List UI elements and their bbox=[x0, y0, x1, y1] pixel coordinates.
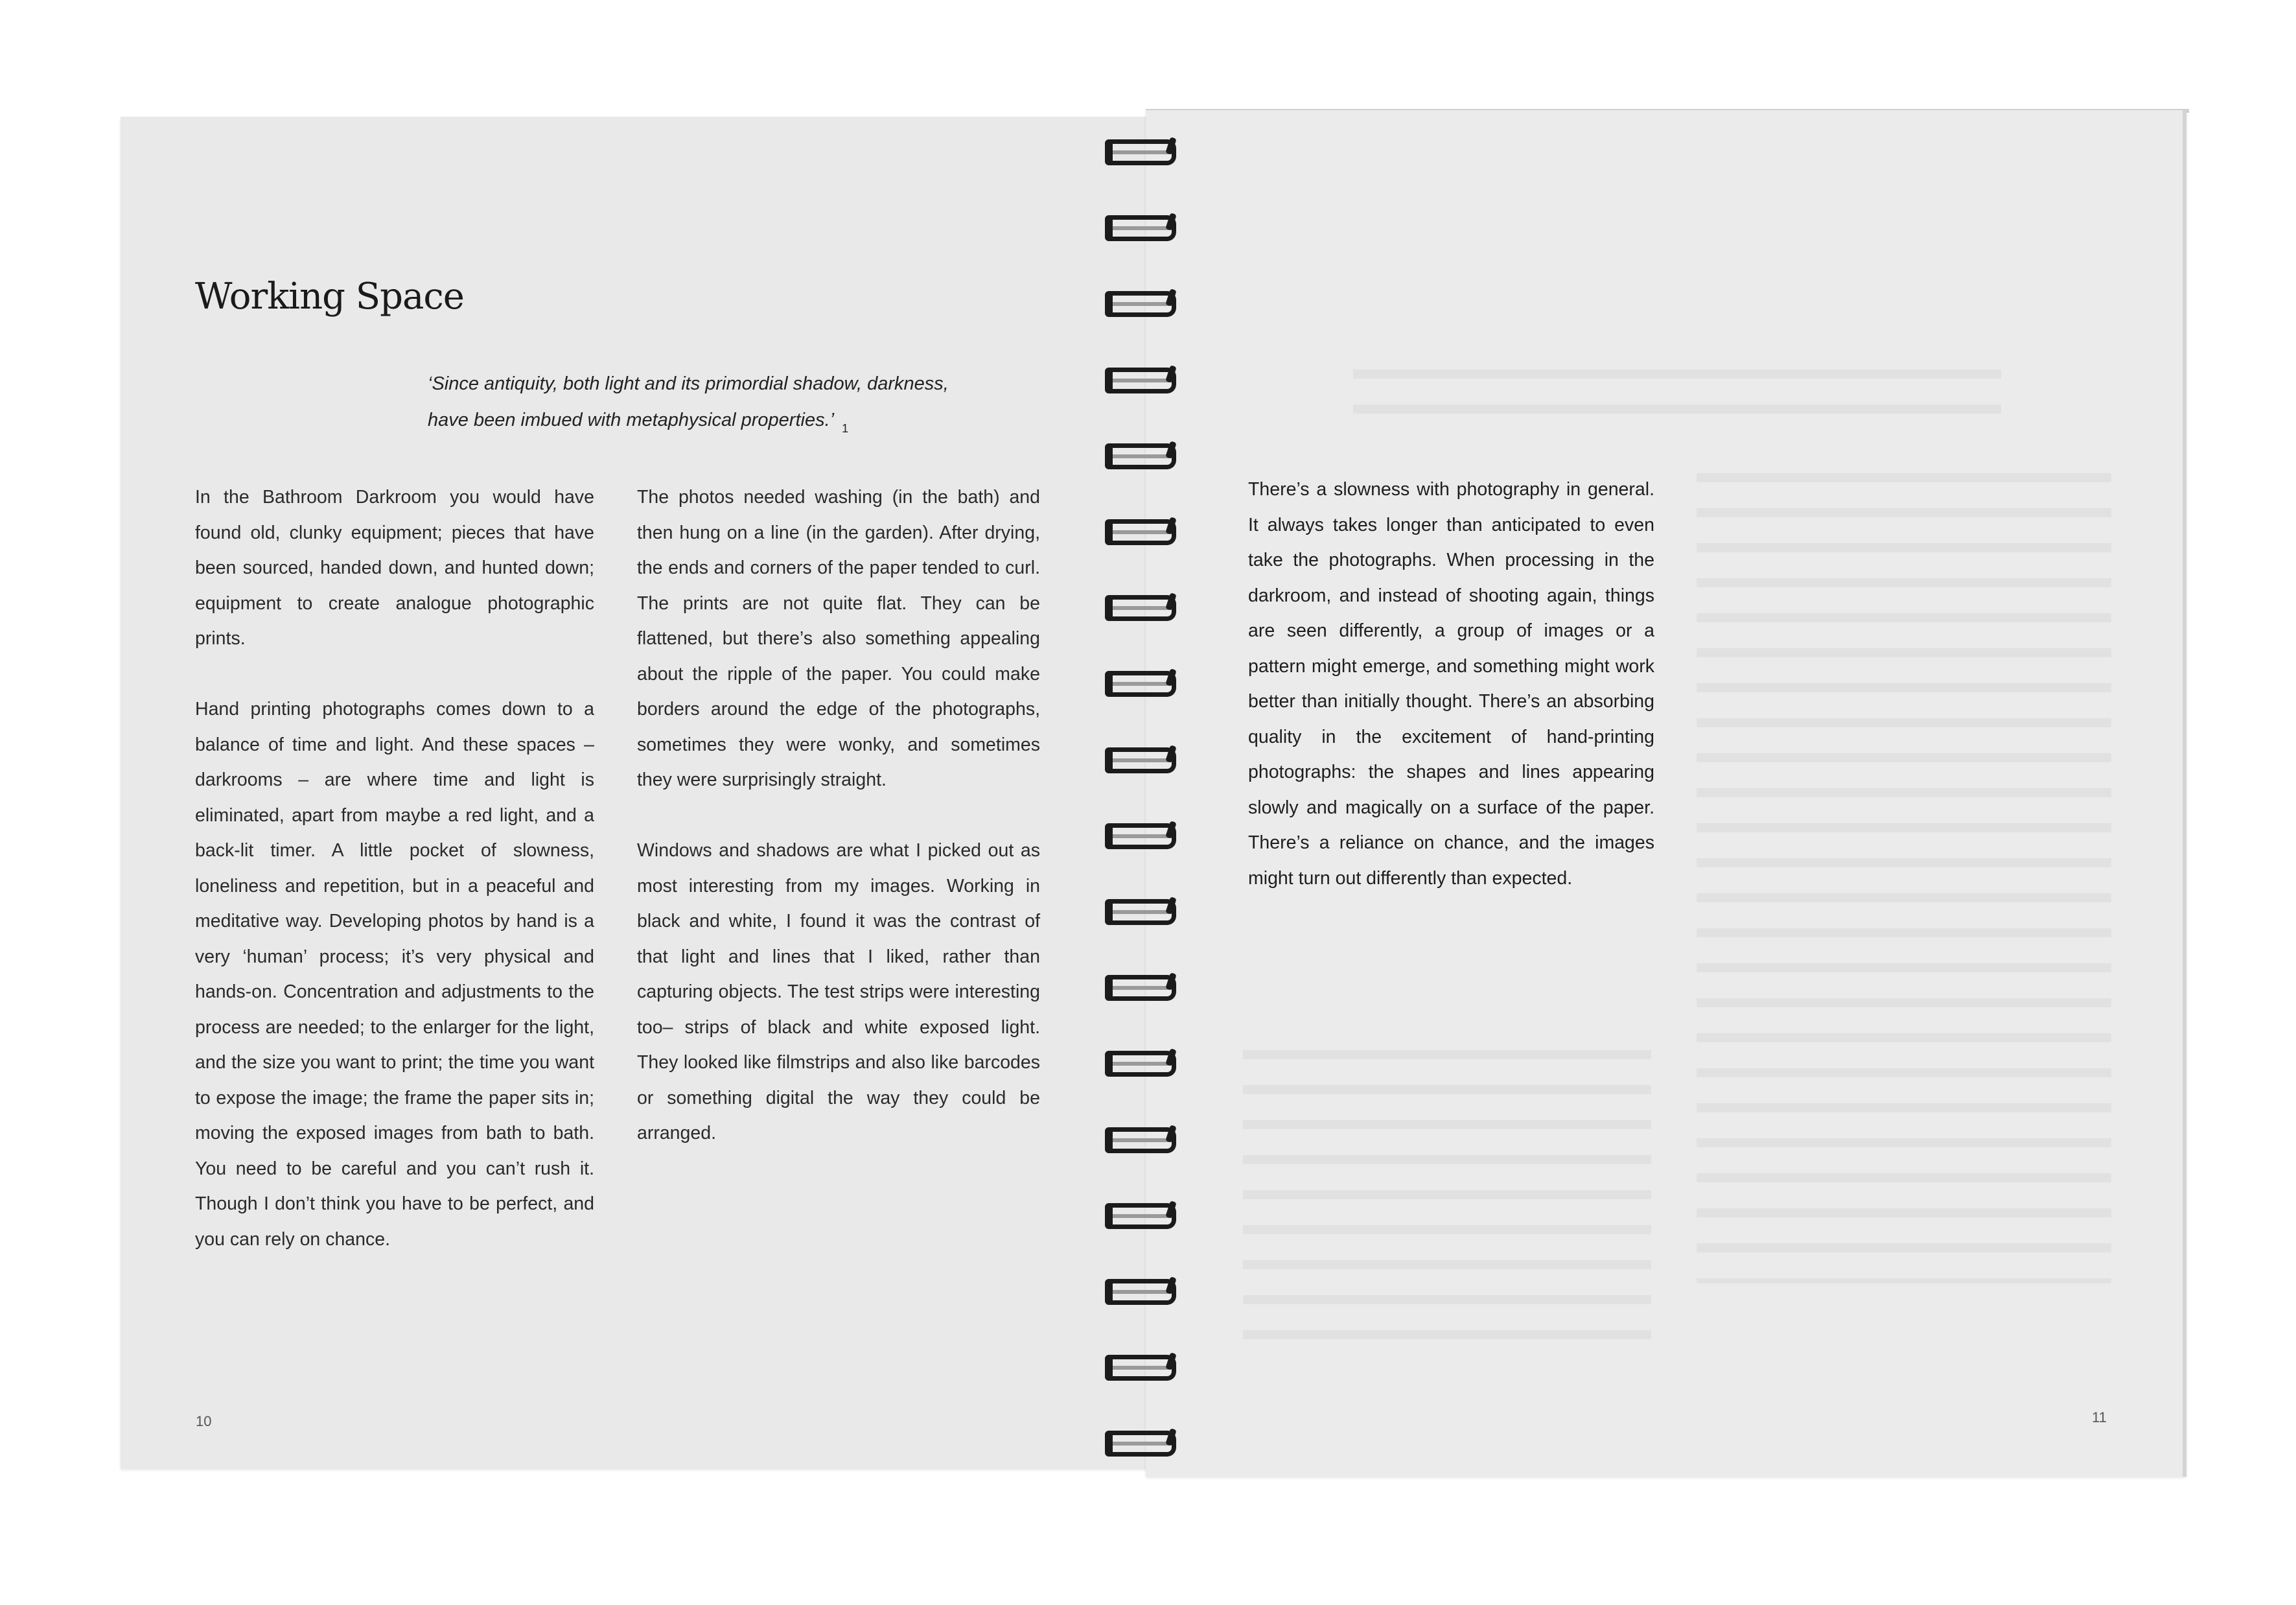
spiral-ring bbox=[1105, 671, 1176, 697]
left-page bbox=[121, 117, 1154, 1469]
spiral-ring bbox=[1105, 139, 1176, 165]
spiral-ring bbox=[1105, 1431, 1176, 1457]
page-number-left: 10 bbox=[196, 1413, 212, 1429]
paragraph: Hand printing photographs comes down to a balance of time and light. And these spaces – darkrooms – are where time and light is eliminated, apart from maybe a red light, and a back-lit timer. A little pocket of slowness, loneliness and repetition, but in a peaceful and meditative way. Developing photos by hand is a very ‘human’ process; it’s very physical and hands-on. Concentration and adjustments to the process are needed; to the enlarger for the light, and the size you want to print; the time you want to expose the image; the frame the paper sits in; moving the exposed images from bath to bath. You need to be careful and you can’t rush it. Though I don’t think you have to be perfect, and you can rely on chance. bbox=[195, 699, 594, 1250]
spiral-ring bbox=[1105, 1355, 1176, 1381]
spiral-ring bbox=[1105, 975, 1176, 1001]
paragraph: In the Bathroom Darkroom you would have found old, clunky equipment; pieces that have been sourced, handed down, and hunted down; equipment to create analogue photographic prints. bbox=[195, 487, 594, 649]
spiral-ring bbox=[1105, 368, 1176, 393]
spiral-ring bbox=[1105, 1279, 1176, 1305]
spiral-ring bbox=[1105, 443, 1176, 469]
spiral-ring bbox=[1105, 899, 1176, 925]
spiral-ring bbox=[1105, 1203, 1176, 1229]
left-column-2 bbox=[637, 480, 1040, 1186]
paragraph: Windows and shadows are what I picked out as most interesting from my images. Working in black and white, I found it was the contrast of that light and lines that I liked, rather than capturing objects. The test strips were interesting too– strips of black and white exposed light. They looked like filmstrips and also like barcodes or something digital the way they could be arranged. bbox=[637, 840, 1040, 1143]
spiral-ring bbox=[1105, 519, 1176, 545]
spiral-binding bbox=[1105, 139, 1189, 1475]
spiral-ring bbox=[1105, 747, 1176, 773]
footnote-mark: 1 bbox=[842, 422, 849, 435]
page-title: Working Space bbox=[195, 275, 464, 318]
left-column-1 bbox=[195, 480, 594, 1293]
spiral-ring bbox=[1105, 291, 1176, 317]
right-column-1 bbox=[1248, 472, 1654, 931]
spiral-ring bbox=[1105, 1127, 1176, 1153]
show-through-text bbox=[1697, 473, 2111, 1283]
show-through-text bbox=[1243, 1050, 1651, 1361]
page-number-right: 11 bbox=[2092, 1409, 2107, 1425]
paragraph: The photos needed washing (in the bath) and then hung on a line (in the garden). After drying, the ends and corners of the paper tended to curl. The prints are not quite flat. They can be flattened, but there’s also something appealing about the ripple of the paper. You could make borders around the edge of the photographs, sometimes they were wonky, and sometimes they were surprisingly straight. bbox=[637, 487, 1040, 790]
epigraph-line-1: ‘Since antiquity, both light and its primordial shadow, darkness, bbox=[428, 373, 949, 394]
spiral-ring bbox=[1105, 595, 1176, 621]
show-through-text bbox=[1353, 369, 2001, 415]
epigraph-quote bbox=[428, 366, 1011, 447]
paragraph: There’s a slowness with photography in general. It always takes longer than anticipated to even take the photographs. When processing in the darkroom, and instead of shooting again, things are seen differently, a group of images or a pattern might emerge, and something might work better than initially thought. There’s an absorbing quality in the excitement of hand-printing photographs: the shapes and lines appearing slowly and magically on a surface of the paper. There’s a reliance on chance, and the images might turn out differently than expected. bbox=[1248, 479, 1654, 889]
spiral-ring bbox=[1105, 823, 1176, 849]
spiral-ring bbox=[1105, 215, 1176, 241]
epigraph-line-2: have been imbued with metaphysical properties.’ bbox=[428, 410, 835, 430]
spiral-ring bbox=[1105, 1051, 1176, 1077]
right-page bbox=[1146, 110, 2186, 1477]
